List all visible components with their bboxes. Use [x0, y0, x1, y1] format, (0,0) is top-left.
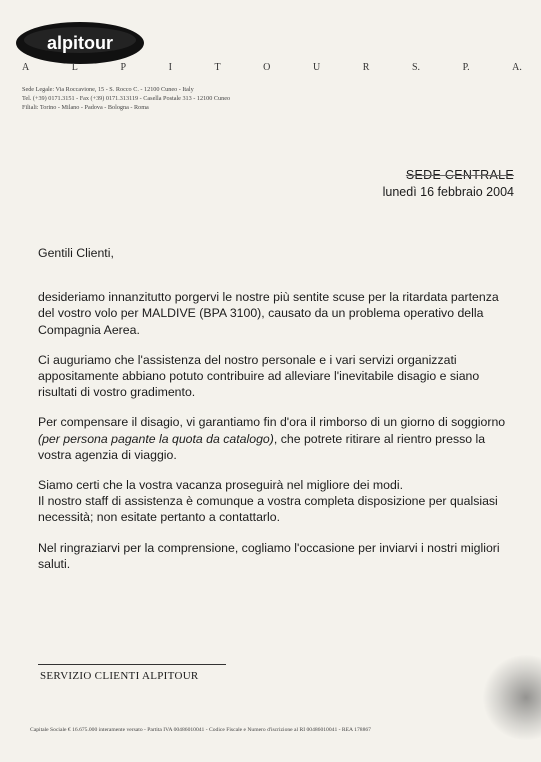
company-letter: U	[312, 62, 321, 73]
vacation-line: Siamo certi che la vostra vacanza proseguirà nel migliore dei modi.	[38, 478, 403, 493]
paragraph-refund	[38, 414, 516, 463]
sede-title: SEDE CENTRALE	[405, 168, 514, 182]
company-name	[22, 62, 522, 73]
refund-text: Per compensare il disagio, vi garantiamo fin d'ora il rimborso di un giorno di soggiorno	[38, 415, 506, 430]
paragraph-vacation	[38, 477, 516, 526]
sender-block	[383, 167, 514, 201]
paragraph-apology: desideriamo innanzitutto porgervi le nostre più sentite scuse per la ritardata partenza del vostro volo per MALDIVE (BPA 3100), causato da un problema operativo della Compagnia Aerea.	[38, 290, 499, 337]
signature: SERVIZIO CLIENTI ALPITOUR	[40, 670, 199, 682]
refund-text-end: , che potrete ritirare al rientro presso la vostra agenzia di viaggio.	[38, 431, 486, 462]
company-letter: S.	[412, 62, 421, 73]
company-letter: O	[263, 62, 271, 73]
legal-line: Sede Legale: Via Roccavione, 15 - S. Rocco C. - 12100 Cuneo - Italy	[22, 86, 194, 93]
logo-text: alpitour	[47, 33, 113, 53]
company-letter: I	[168, 62, 172, 73]
greeting: Gentili Clienti,	[38, 246, 114, 260]
company-letter: R	[362, 62, 370, 73]
company-letter: T	[214, 62, 221, 73]
company-letter: P.	[462, 62, 470, 73]
paragraph-closing: Nel ringraziarvi per la comprensione, cogliamo l'occasione per inviarvi i nostri migliori saluti.	[38, 540, 500, 571]
refund-note: (per persona pagante la quota da catalogo)	[38, 431, 274, 446]
letter-date: lunedì 16 febbraio 2004	[382, 185, 514, 199]
alpitour-logo	[14, 18, 146, 66]
signature-line	[38, 664, 226, 665]
footer-legal: Capitale Sociale € 16.675.000 interamente versato - Partita IVA 00486010041 - Codice Fiscale e Numero d'iscrizione al RI 00486010041 - REA 178867	[30, 727, 371, 733]
scan-stain	[481, 655, 541, 740]
legal-address	[22, 85, 230, 112]
staff-line: Il nostro staff di assistenza è comunque a vostra completa disposizione per qualsiasi necessità; non esitate pertanto a contattarlo.	[38, 494, 498, 525]
legal-line: Filiali: Torino - Milano - Padova - Bologna - Roma	[22, 104, 149, 111]
letter-body	[38, 245, 516, 586]
company-letter: P	[120, 62, 127, 73]
legal-line: Tel. (+39) 0171.3151 - Fax (+39) 0171.313119 - Casella Postale 313 - 12100 Cuneo	[22, 95, 231, 102]
company-letter: A.	[512, 62, 522, 73]
paragraph-assistance: Ci auguriamo che l'assistenza del nostro personale e i vari servizi organizzati appositamente abbiano potuto contribuire ad alleviare l'inevitabile disagio e siano risultati di vostro gradimento.	[38, 352, 480, 400]
company-letter: A	[22, 62, 30, 73]
company-letter: L	[71, 62, 78, 73]
